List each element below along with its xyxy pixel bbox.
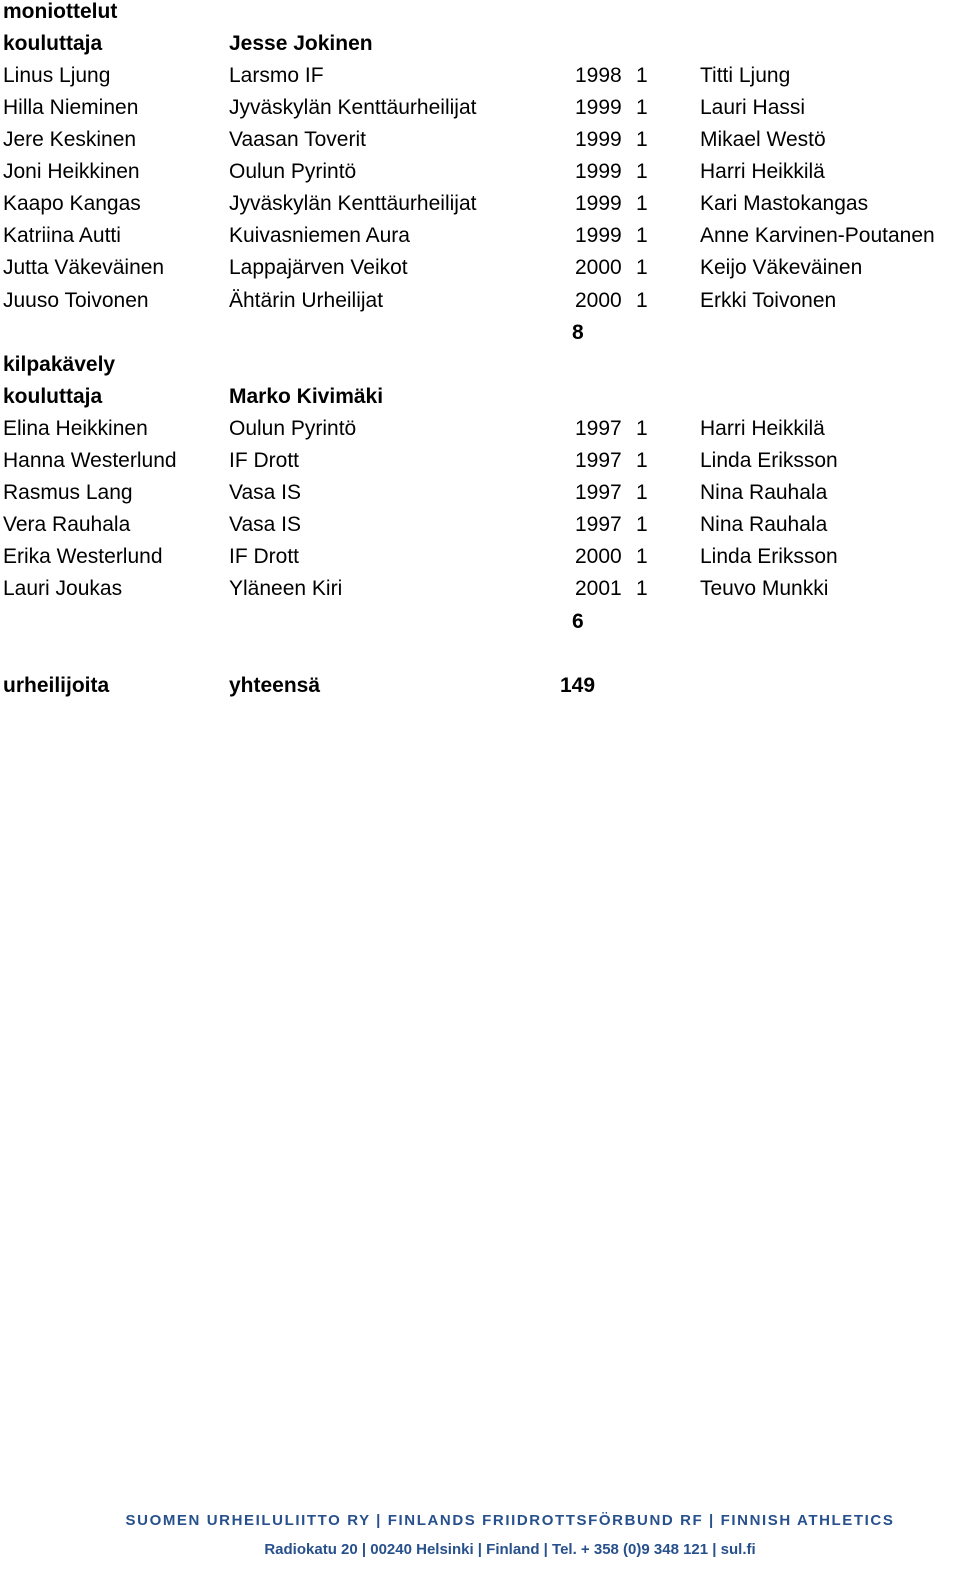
birth-year: 2001 [575,577,622,600]
totals-label-2: yhteensä [229,674,321,697]
club-name: IF Drott [229,449,300,472]
totals-value: 149 [560,674,596,697]
club-name: Jyväskylän Kenttäurheilijat [229,96,477,119]
table-row [0,477,960,509]
table-row [0,124,960,156]
athlete-count: 1 [636,256,648,279]
athlete-name: Jere Keskinen [3,128,137,151]
personal-coach: Nina Rauhala [700,481,828,504]
birth-year: 1999 [575,224,622,247]
athlete-count: 1 [636,481,648,504]
table-row [0,188,960,220]
personal-coach: Lauri Hassi [700,96,806,119]
table-row [0,252,960,284]
personal-coach: Harri Heikkilä [700,160,825,183]
personal-coach: Nina Rauhala [700,513,828,536]
table-row [0,92,960,124]
club-name: Vasa IS [229,513,301,536]
table-row [0,60,960,92]
athlete-name: Katriina Autti [3,224,121,247]
table-row [0,413,960,445]
personal-coach: Erkki Toivonen [700,289,837,312]
subtotal-row [0,317,960,349]
table-row [0,509,960,541]
table-row [0,285,960,317]
coach-name: Marko Kivimäki [229,385,384,408]
table-row [0,220,960,252]
personal-coach: Linda Eriksson [700,449,838,472]
athlete-count: 1 [636,128,648,151]
birth-year: 1999 [575,96,622,119]
personal-coach: Teuvo Munkki [700,577,829,600]
personal-coach: Harri Heikkilä [700,417,825,440]
table-row [0,445,960,477]
birth-year: 1999 [575,128,622,151]
athlete-name: Erika Westerlund [3,545,163,568]
club-name: Oulun Pyrintö [229,417,357,440]
footer-contact: Radiokatu 20 | 00240 Helsinki | Finland | Tel. + 358 (0)9 348 121 | sul.fi [264,1541,756,1558]
club-name: Larsmo IF [229,64,324,87]
birth-year: 1999 [575,192,622,215]
coach-label: kouluttaja [3,32,103,55]
coach-name: Jesse Jokinen [229,32,373,55]
club-name: Ähtärin Urheilijat [229,289,384,312]
athlete-name: Vera Rauhala [3,513,131,536]
section-heading [0,0,960,28]
athlete-name: Kaapo Kangas [3,192,141,215]
personal-coach: Titti Ljung [700,64,791,87]
section-subtotal: 8 [572,321,584,344]
athlete-name: Juuso Toivonen [3,289,149,312]
footer-organization: SUOMEN URHEILULIITTO RY | FINLANDS FRIIDROTTSFÖRBUND RF | FINNISH ATHLETICS [125,1512,895,1529]
coach-row [0,28,960,60]
birth-year: 2000 [575,545,622,568]
athlete-count: 1 [636,192,648,215]
birth-year: 2000 [575,289,622,312]
athlete-count: 1 [636,417,648,440]
athlete-count: 1 [636,449,648,472]
athlete-count: 1 [636,545,648,568]
athlete-count: 1 [636,64,648,87]
birth-year: 1999 [575,160,622,183]
athlete-name: Lauri Joukas [3,577,123,600]
section-subtotal: 6 [572,610,584,633]
athlete-name: Jutta Väkeväinen [3,256,165,279]
athlete-count: 1 [636,160,648,183]
personal-coach: Linda Eriksson [700,545,838,568]
subtotal-row [0,606,960,638]
birth-year: 1997 [575,417,622,440]
section-title: kilpakävely [3,353,116,376]
athlete-name: Hanna Westerlund [3,449,177,472]
section-title: moniottelut [3,0,118,23]
coach-label: kouluttaja [3,385,103,408]
club-name: Jyväskylän Kenttäurheilijat [229,192,477,215]
totals-label: urheilijoita [3,674,110,697]
table-row [0,156,960,188]
personal-coach: Keijo Väkeväinen [700,256,863,279]
table-row [0,541,960,573]
athlete-name: Rasmus Lang [3,481,133,504]
athlete-count: 1 [636,577,648,600]
birth-year: 1997 [575,481,622,504]
birth-year: 1998 [575,64,622,87]
birth-year: 2000 [575,256,622,279]
athlete-name: Hilla Nieminen [3,96,139,119]
club-name: IF Drott [229,545,300,568]
totals-row [0,670,960,702]
athlete-name: Elina Heikkinen [3,417,148,440]
birth-year: 1997 [575,513,622,536]
athlete-count: 1 [636,513,648,536]
athlete-name: Linus Ljung [3,64,111,87]
birth-year: 1997 [575,449,622,472]
club-name: Oulun Pyrintö [229,160,357,183]
athlete-count: 1 [636,96,648,119]
personal-coach: Kari Mastokangas [700,192,869,215]
personal-coach: Mikael Westö [700,128,826,151]
club-name: Vaasan Toverit [229,128,366,151]
club-name: Yläneen Kiri [229,577,343,600]
club-name: Vasa IS [229,481,301,504]
table-row [0,573,960,605]
athlete-count: 1 [636,289,648,312]
athlete-name: Joni Heikkinen [3,160,140,183]
coach-row [0,381,960,413]
personal-coach: Anne Karvinen-Poutanen [700,224,935,247]
section-heading [0,349,960,381]
athlete-count: 1 [636,224,648,247]
club-name: Kuivasniemen Aura [229,224,410,247]
club-name: Lappajärven Veikot [229,256,408,279]
